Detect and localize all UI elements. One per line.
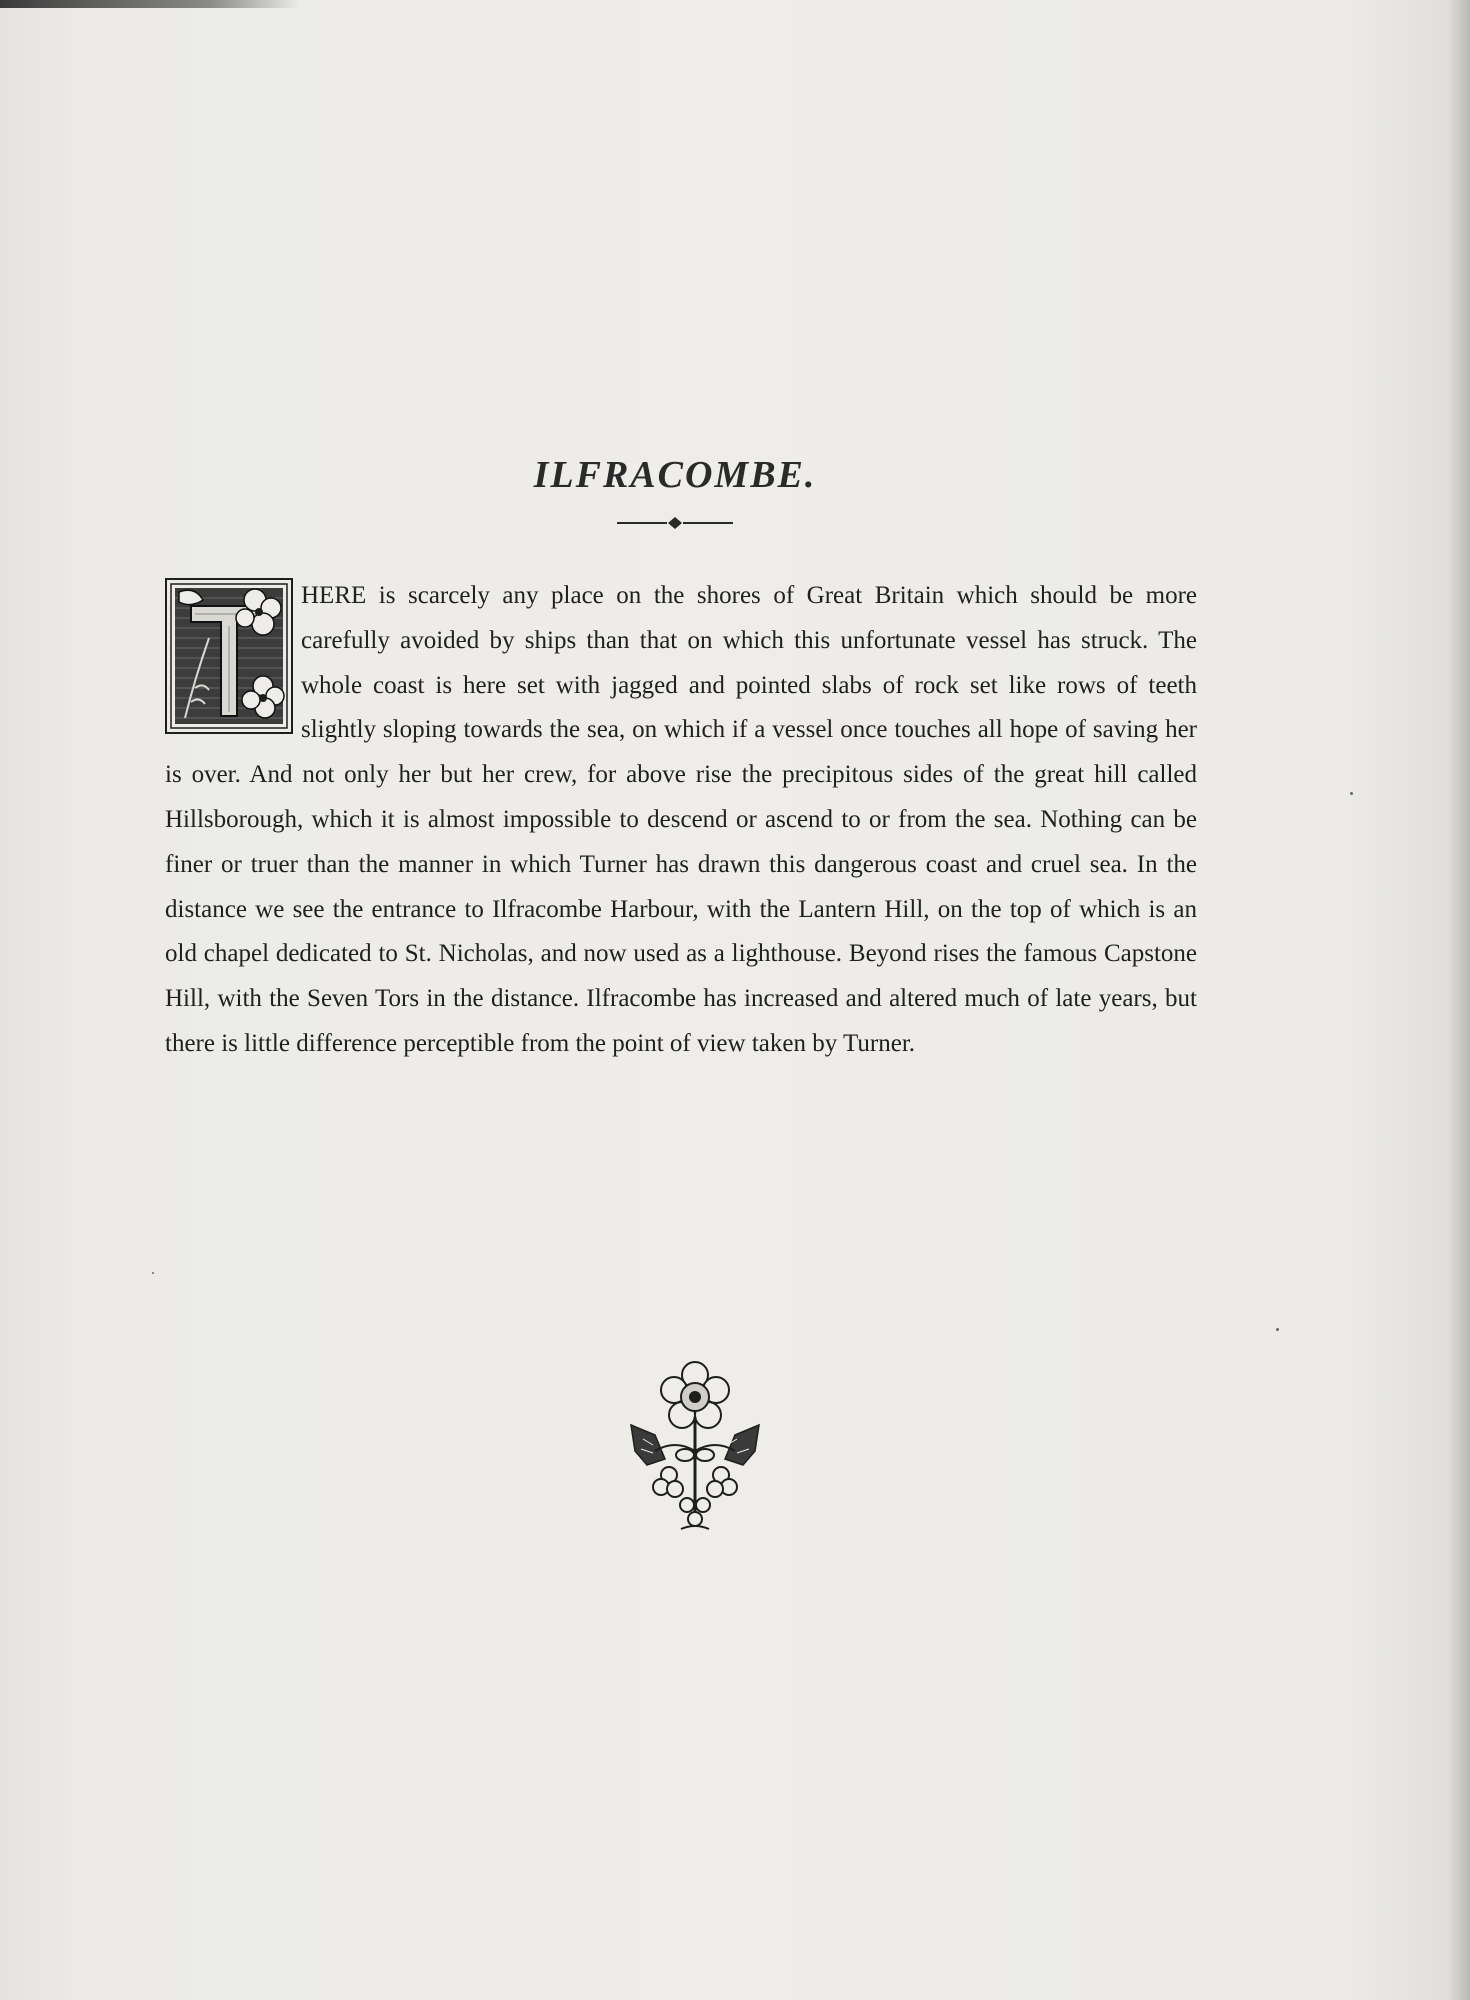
paper-speck	[152, 1272, 154, 1274]
page-right-edge-shadow	[1448, 0, 1470, 2000]
body-text: HERE is scarcely any place on the shores of Great Britain which should be more carefully avoided by ships than that on which this unfortunate vessel has struck. The whole coast is here set with jagged and pointed slabs of rock set like rows of teeth slightly sloping towards the sea, on which if a vessel once touches all hope of saving her is over. And not only her but her crew, for above rise the precipitous sides of the great hill called Hillsborough, which it is almost impossible to descend or ascend to or from the sea. Nothing can be finer or truer than the manner in which Turner has drawn this dangerous coast and cruel sea. In the distance we see the entrance to Ilfracombe Harbour, with the Lantern Hill, on the top of which is an old chapel dedicated to St. Nicholas, and now used as a lighthouse. Beyond rises the famous Capstone Hill, with the Seven Tors in the distance. Ilfracombe has increased and altered much of late years, but there is little difference perceptible from the point of view taken by Turner.	[165, 582, 1197, 1057]
floral-initial-icon	[165, 578, 293, 734]
rose-thistle-shamrock-ornament-icon	[625, 1355, 765, 1535]
page-top-edge	[0, 0, 300, 8]
paper-speck	[1350, 792, 1353, 795]
body-paragraph	[165, 574, 1197, 1067]
paper-speck	[1276, 1328, 1279, 1331]
page-title: ILFRACOMBE.	[533, 454, 817, 497]
diamond-rule-ornament	[615, 516, 735, 530]
